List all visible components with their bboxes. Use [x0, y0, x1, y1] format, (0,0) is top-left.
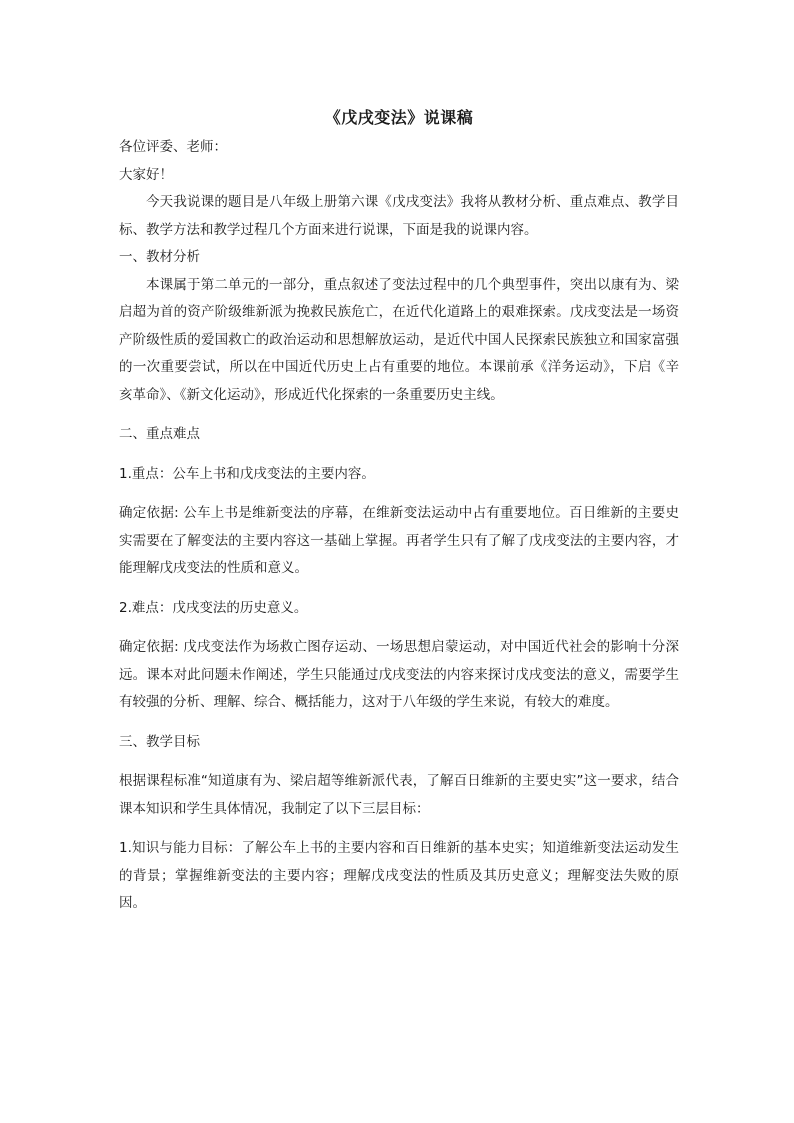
- greeting: 大家好！: [119, 166, 173, 183]
- intro-paragraph: 今天我说课的题目是八年级上册第六课《戊戌变法》我将从教材分析、重点难点、教学目标、教学方法和教学过程几个方面来进行说课，下面是我的说课内容。: [119, 194, 679, 238]
- section-heading-teaching-goals: 三、教学目标: [119, 733, 200, 750]
- section-heading-key-points: 二、重点难点: [119, 426, 200, 442]
- section-heading-textbook-analysis: 一、教材分析: [119, 249, 200, 265]
- textbook-analysis-paragraph: 本课属于第二单元的一部分，重点叙述了变法过程中的几个典型事件，突出以康有为、梁启超为首的资产阶级维新派为挽救民族危亡，在近代化道路上的艰难探索。戊戌变法是一场资产阶级性质的爱国救亡的政治运动和思想解放运动，是近代中国人民探索民族独立和国家富强的一次重要尝试，所以在中国近代历史上占有重要的地位。本课前承《洋务运动》，下启《辛亥革命》、《新文化运动》，形成近代化探索的一条重要历史主线。: [119, 276, 679, 403]
- page-title: 《戊戌变法》说课稿: [324, 108, 474, 127]
- salutation: 各位评委、老师：: [119, 139, 227, 155]
- key-point-basis: 确定依据: 公车上书是维新变法的序幕，在维新变法运动中占有重要地位。百日维新的主要史实需要在了解变法的主要内容这一基础上掌握。再者学生只有了解了戊戌变法的主要内容，才能理解戊戌变法的性质和意义。: [119, 505, 679, 576]
- document-body: [119, 104, 679, 918]
- teaching-goals-intro: 根据课程标准“知道康有为、梁启超等维新派代表，了解百日维新的主要史实”这一要求，结合课本知识和学生具体情况，我制定了以下三层目标：: [119, 773, 679, 817]
- knowledge-ability-goal: 1.知识与能力目标：了解公车上书的主要内容和百日维新的基本史实；知道维新变法运动发生的背景；掌握维新变法的主要内容；理解戊戌变法的性质及其历史意义；理解变法失败的原因。: [119, 840, 679, 911]
- difficulty-basis: 确定依据: 戊戌变法作为场救亡图存运动、一场思想启蒙运动，对中国近代社会的影响十分深远。课本对此问题未作阐述，学生只能通过戊戌变法的内容来探讨戊戌变法的意义，需要学生有较强的分析、理解、综合、概括能力，这对于八年级的学生来说，有较大的难度。: [119, 639, 679, 710]
- difficulty-item: 2.难点：戊戌变法的历史意义。: [119, 599, 308, 616]
- key-point-item: 1.重点：公车上书和戊戌变法的主要内容。: [119, 465, 375, 482]
